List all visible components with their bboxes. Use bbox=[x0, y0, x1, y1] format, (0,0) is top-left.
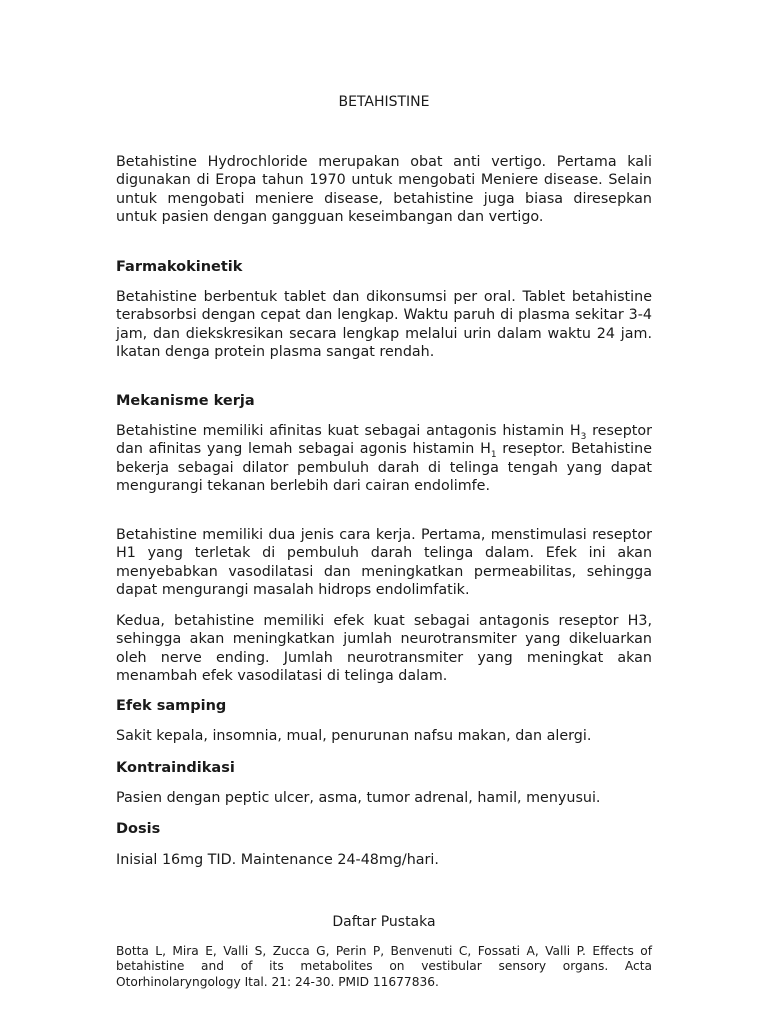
intro-paragraph: Betahistine Hydrochloride merupakan obat anti vertigo. Pertama kali digunakan di Eropa tahun 1970 untuk mengobati Meniere disease. Selain untuk mengobati meniere disease, betahistine juga biasa diresepkan untuk pasien dengan gangguan keseimbangan dan vertigo. bbox=[116, 154, 652, 226]
document-title: BETAHISTINE bbox=[338, 94, 430, 110]
efek-samping-paragraph: Sakit kepala, insomnia, mual, penurunan nafsu makan, dan alergi. bbox=[116, 728, 592, 744]
heading-farmakokinetik: Farmakokinetik bbox=[116, 259, 243, 275]
heading-kontraindikasi: Kontraindikasi bbox=[116, 760, 235, 776]
mekanisme-paragraph-3: Kedua, betahistine memiliki efek kuat sebagai antagonis reseptor H3, sehingga akan meningkatkan jumlah neurotransmiter yang dikeluarkan oleh nerve ending. Jumlah neurotransmiter yang meningkat akan menambah efek vasodilatasi di telinga dalam. bbox=[116, 613, 652, 685]
kontraindikasi-paragraph: Pasien dengan peptic ulcer, asma, tumor adrenal, hamil, menyusui. bbox=[116, 790, 601, 806]
heading-dosis: Dosis bbox=[116, 821, 161, 837]
references-heading: Daftar Pustaka bbox=[332, 914, 436, 930]
dosis-paragraph: Inisial 16mg TID. Maintenance 24-48mg/hari. bbox=[116, 852, 439, 868]
reference-item: Botta L, Mira E, Valli S, Zucca G, Perin P, Benvenuti C, Fossati A, Valli P. Effects of betahistine and of its metabolites on vestibular sensory organs. Acta Otorhinolaryngology Ital. 21: 24-30. PMID 11677836. bbox=[116, 944, 652, 989]
heading-mekanisme-kerja: Mekanisme kerja bbox=[116, 393, 255, 409]
mekanisme-paragraph-1: Betahistine memiliki afinitas kuat sebagai antagonis histamin $H_3$ reseptor dan afinitas yang lemah sebagai agonis histamin $H_1$ reseptor. Betahistine bekerja sebagai dilator pembuluh darah di telinga tengah yang dapat mengurangi tekanan berlebih dari cairan endolimfe. bbox=[116, 423, 652, 495]
farmakokinetik-paragraph: Betahistine berbentuk tablet dan dikonsumsi per oral. Tablet betahistine terabsorbsi dengan cepat dan lengkap. Waktu paruh di plasma sekitar 3-4 jam, dan diekskresikan secara lengkap melalui urin dalam waktu 24 jam. Ikatan denga protein plasma sangat rendah. bbox=[116, 289, 652, 361]
heading-efek-samping: Efek samping bbox=[116, 698, 227, 714]
mekanisme-paragraph-2: Betahistine memiliki dua jenis cara kerja. Pertama, menstimulasi reseptor H1 yang terletak di pembuluh darah telinga dalam. Efek ini akan menyebabkan vasodilatasi dan meningkatkan permeabilitas, sehingga dapat mengurangi masalah hidrops endolimfatik. bbox=[116, 527, 652, 599]
